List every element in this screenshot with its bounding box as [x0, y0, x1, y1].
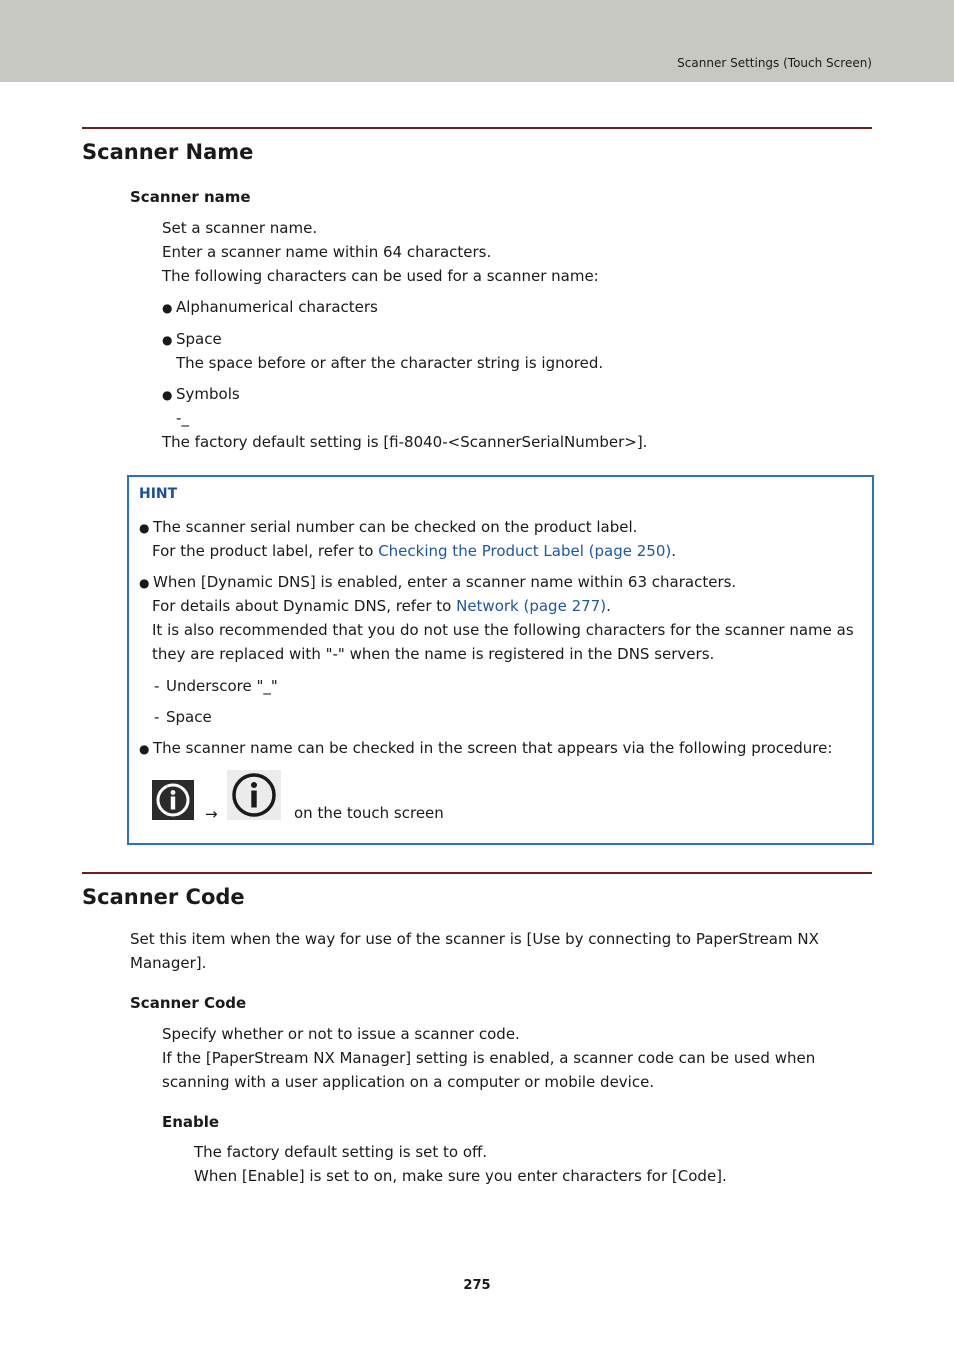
body-text: Set a scanner name.	[162, 219, 318, 237]
list-item: ● Alphanumerical characters	[162, 295, 378, 320]
bullet-icon: ●	[139, 742, 150, 756]
hint-text: For the product label, refer to Checking the Product Label (page 250).	[152, 542, 676, 560]
info-icon	[227, 770, 281, 820]
hint-list-item: ● When [Dynamic DNS] is enabled, enter a scanner name within 63 characters.	[139, 570, 736, 595]
network-link[interactable]: Network (page 277)	[456, 597, 607, 615]
page-header	[0, 0, 954, 82]
section-heading-scanner-code: Scanner Code	[82, 885, 245, 909]
default-setting-text: The factory default setting is [fi-8040-<ScannerSerialNumber>].	[162, 433, 648, 451]
hint-text: they are replaced with "-" when the name is registered in the DNS servers.	[152, 645, 715, 663]
body-text: If the [PaperStream NX Manager] setting is enabled, a scanner code can be used when	[162, 1049, 816, 1067]
bullet-icon: ●	[139, 521, 150, 535]
body-text: Enter a scanner name within 64 characters.	[162, 243, 492, 261]
body-text: Specify whether or not to issue a scanner code.	[162, 1025, 520, 1043]
product-label-link[interactable]: Checking the Product Label (page 250)	[378, 542, 672, 560]
info-icon	[152, 780, 194, 820]
section-heading-scanner-name: Scanner Name	[82, 140, 254, 164]
bullet-icon: ●	[162, 333, 173, 347]
intro-text: Set this item when the way for use of the scanner is [Use by connecting to PaperStream NX	[130, 930, 819, 948]
list-item: ● Symbols	[162, 382, 240, 407]
hint-text: For details about Dynamic DNS, refer to Network (page 277).	[152, 597, 611, 615]
arrow-icon: →	[205, 805, 218, 823]
procedure-text: on the touch screen	[294, 804, 444, 822]
bullet-icon: ●	[162, 301, 173, 315]
hint-list-item: ● The scanner name can be checked in the screen that appears via the following procedure:	[139, 736, 832, 761]
section-divider	[82, 872, 872, 874]
header-title: Scanner Settings (Touch Screen)	[677, 56, 872, 70]
list-item-detail: The space before or after the character string is ignored.	[176, 354, 604, 372]
option-label-enable: Enable	[162, 1113, 220, 1131]
section-divider	[82, 127, 872, 129]
item-label-scanner-name: Scanner name	[130, 188, 251, 206]
intro-text: Manager].	[130, 954, 207, 972]
bullet-icon: ●	[162, 388, 173, 402]
list-item: ● Space	[162, 327, 222, 352]
hint-text: It is also recommended that you do not use the following characters for the scanner name as	[152, 621, 854, 639]
bullet-icon: ●	[139, 576, 150, 590]
body-text: The following characters can be used for a scanner name:	[162, 267, 599, 285]
page-number: 275	[463, 1278, 491, 1293]
body-text: The factory default setting is set to off.	[194, 1143, 488, 1161]
hint-list-item: ● The scanner serial number can be checked on the product label.	[139, 515, 637, 540]
item-label-scanner-code: Scanner Code	[130, 994, 247, 1012]
dash-list-item: - Underscore "_"	[154, 677, 278, 695]
list-item-detail: -_	[176, 409, 189, 427]
dash-list-item: - Space	[154, 708, 212, 726]
body-text: scanning with a user application on a computer or mobile device.	[162, 1073, 655, 1091]
hint-label: HINT	[139, 486, 178, 502]
body-text: When [Enable] is set to on, make sure you enter characters for [Code].	[194, 1167, 727, 1185]
